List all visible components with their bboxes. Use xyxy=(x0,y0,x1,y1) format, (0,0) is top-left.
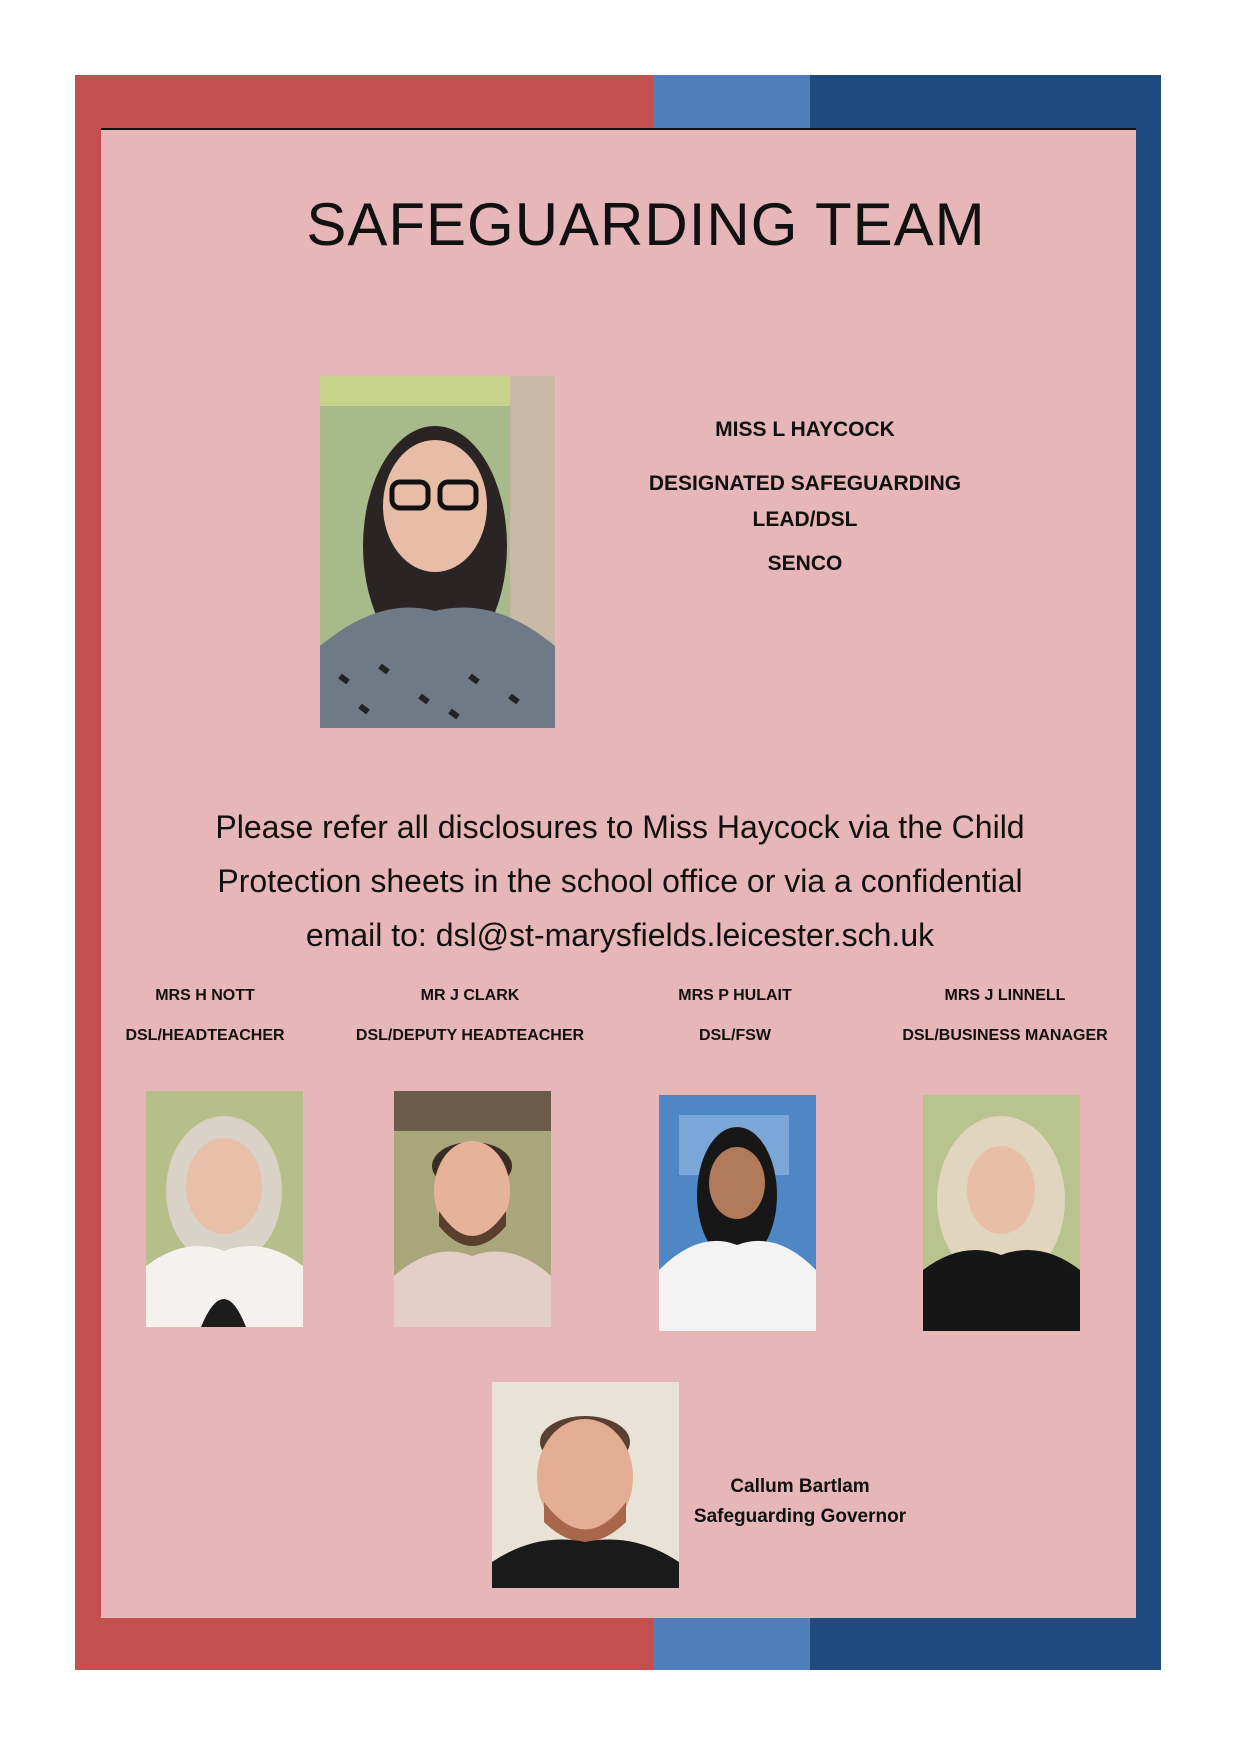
page-title: SAFEGUARDING TEAM xyxy=(306,191,986,258)
lead-role: DESIGNATED SAFEGUARDING LEAD/DSL xyxy=(648,472,962,531)
staff-role-3: DSL/FSW xyxy=(699,1027,771,1044)
frame-top-red xyxy=(75,75,653,129)
staff-name-2: MR J CLARK xyxy=(420,987,520,1004)
staff-name-4: MRS J LINNELL xyxy=(944,987,1066,1004)
staff-photo-3 xyxy=(659,1095,816,1331)
frame-right-navy xyxy=(1136,75,1161,1670)
staff-photo-4 xyxy=(923,1095,1080,1331)
frame-left-red xyxy=(75,75,101,1670)
disclosure-notice xyxy=(150,800,1090,962)
governor-name: Callum Bartlam xyxy=(730,1476,870,1497)
staff-role-1: DSL/HEADTEACHER xyxy=(125,1027,285,1044)
governor-role: Safeguarding Governor xyxy=(693,1506,907,1527)
lead-portrait-photo xyxy=(320,376,555,728)
frame-top-navy xyxy=(810,75,1161,129)
frame-bottom-blue xyxy=(653,1618,810,1670)
frame-top-blue xyxy=(653,75,810,129)
staff-photo-1 xyxy=(146,1091,303,1327)
notice-line-3: email to: dsl@st-marysfields.leicester.sch.uk xyxy=(305,917,935,953)
notice-line-1: Please refer all disclosures to Miss Haycock via the Child xyxy=(215,809,1025,845)
staff-name-1: MRS H NOTT xyxy=(155,987,255,1004)
lead-senco: SENCO xyxy=(767,552,843,575)
frame-bottom-red xyxy=(75,1618,653,1670)
notice-line-2: Protection sheets in the school office or via a confidential xyxy=(217,863,1023,899)
lead-name: MISS L HAYCOCK xyxy=(715,418,895,441)
staff-name-3: MRS P HULAIT xyxy=(678,987,792,1004)
staff-photo-2 xyxy=(394,1091,551,1327)
governor-photo xyxy=(492,1382,679,1588)
staff-role-2: DSL/DEPUTY HEADTEACHER xyxy=(355,1027,585,1044)
staff-role-4: DSL/BUSINESS MANAGER xyxy=(902,1027,1108,1044)
governor-label xyxy=(690,1472,910,1532)
frame-bottom-navy xyxy=(810,1618,1161,1670)
